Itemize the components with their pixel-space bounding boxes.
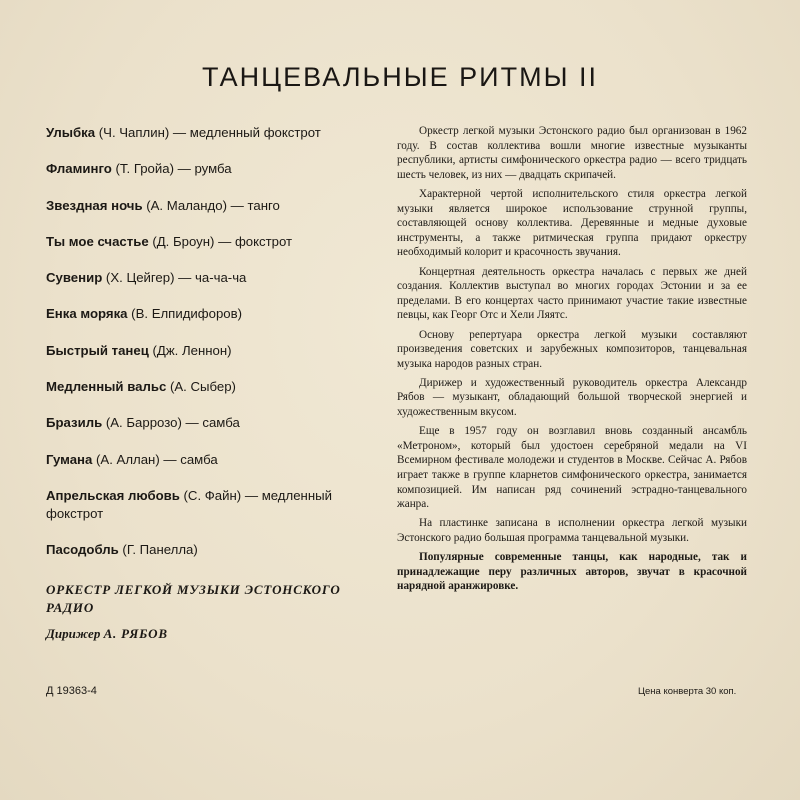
track-title: Улыбка bbox=[46, 125, 96, 140]
track-item bbox=[46, 378, 376, 396]
track-title: Бразиль bbox=[46, 415, 103, 431]
track-title: Ты мое счастье bbox=[46, 233, 149, 249]
liner-paragraph: Основу репертуара оркестра легкой музыки составляют произведения советских и зарубежных композиторов, танцевальная музыка народов разных стран. bbox=[397, 328, 747, 370]
track-credit: (Х. Цейгер) — ча-ча-ча bbox=[102, 270, 247, 286]
track-item bbox=[46, 414, 376, 432]
track-item bbox=[46, 197, 376, 215]
track-item bbox=[46, 451, 376, 469]
liner-paragraph: На пластинке записана в исполнении оркестра легкой музыки Эстонского радио большая программа танцевальной музыки. bbox=[397, 517, 747, 544]
liner-paragraph: Характерной чертой исполнительского стиля оркестра легкой музыки является широкое использование струнной группы, составляющей основу коллектива. Деревянные и медные духовые инструменты, а также ритмическая группа придают оркестру необходимый колорит и красочность звучания. bbox=[397, 187, 747, 259]
album-title: ТАНЦЕВАЛЬНЫЕ РИТМЫ II bbox=[202, 62, 598, 92]
track-title: Апрельская любовь bbox=[46, 487, 180, 503]
liner-paragraph: Оркестр легкой музыки Эстонского радио был организован в 1962 году. В состав коллектива вошли многие известные музыканты республики, артисты симфонического оркестра радио — всего тридцать шесть человек, из них — двадцать скрипачей. bbox=[397, 125, 747, 181]
track-item bbox=[46, 160, 376, 178]
track-credit: (Дж. Леннон) bbox=[148, 342, 232, 358]
track-credit: (А. Сыбер) bbox=[166, 379, 236, 395]
track-credit: (Г. Панелла) bbox=[118, 541, 198, 557]
track-list bbox=[46, 124, 376, 577]
track-item bbox=[46, 233, 376, 251]
track-title: Фламинго bbox=[46, 161, 112, 177]
orchestra-name: ОРКЕСТР ЛЕГКОЙ МУЗЫКИ ЭСТОНСКОГО РАДИО bbox=[46, 582, 341, 615]
track-title: Быстрый танец bbox=[46, 342, 149, 358]
track-credit: (А. Баррозо) — самба bbox=[102, 415, 240, 431]
track-item bbox=[46, 269, 376, 287]
track-item bbox=[46, 305, 376, 323]
track-title: Звездная ночь bbox=[46, 197, 143, 213]
sleeve-price: Цена конверта 30 коп. bbox=[638, 686, 737, 697]
track-title: Пасодобль bbox=[46, 541, 119, 557]
track-credit: (А. Аллан) — самба bbox=[92, 451, 218, 467]
track-item bbox=[46, 541, 376, 559]
liner-paragraph: Еще в 1957 году он возглавил вновь созданный ансамбль «Метроном», который был удостоен серебряной медали на VI Всемирном фестивале молодежи и студентов в Москве. Сейчас А. Рябов играет также в группе кларнетов симфонического оркестра, занимается композицией. Им написан ряд сочинений эстрадно-танцевального жанра. bbox=[397, 425, 747, 511]
conductor-name: А. РЯБОВ bbox=[103, 626, 168, 641]
track-credit: (Д. Броун) — фокстрот bbox=[148, 233, 293, 249]
liner-paragraph: Дирижер и художественный руководитель оркестра Александр Рябов — музыкант, обладающий большой творческой энергией и художественным вкусом. bbox=[397, 376, 747, 419]
conductor-label: Дирижер bbox=[46, 626, 101, 641]
liner-paragraph: Популярные современные танцы, как народные, так и принадлежащие перу различных авторов, звучат в красочной нарядной аранжировке. bbox=[397, 551, 747, 593]
track-item bbox=[46, 124, 376, 142]
track-credit: (В. Елпидифоров) bbox=[127, 306, 243, 322]
catalog-number: Д 19363-4 bbox=[46, 685, 97, 697]
track-title: Гумана bbox=[46, 451, 93, 467]
conductor-line bbox=[46, 625, 386, 643]
track-title: Сувенир bbox=[46, 270, 103, 286]
track-item bbox=[46, 487, 376, 523]
track-title: Медленный вальс bbox=[46, 379, 167, 395]
track-credit: (А. Маландо) — танго bbox=[142, 197, 280, 213]
track-item bbox=[46, 342, 376, 360]
liner-notes bbox=[397, 124, 747, 599]
track-credit: (С. Файн) — медленный фокстрот bbox=[46, 487, 332, 521]
performer-credits bbox=[46, 581, 386, 643]
track-credit: (Т. Гройа) — румба bbox=[111, 161, 232, 177]
track-title: Енка моряка bbox=[46, 306, 128, 322]
liner-paragraph: Концертная деятельность оркестра началась с первых же дней создания. Коллектив выступал во многих городах Эстонии и за ее пределами. В его концертах часто принимают участие такие известные певцы, как Георг Отс и Хели Ляятс. bbox=[397, 265, 747, 322]
track-credit: (Ч. Чаплин) — медленный фокстрот bbox=[95, 125, 321, 140]
